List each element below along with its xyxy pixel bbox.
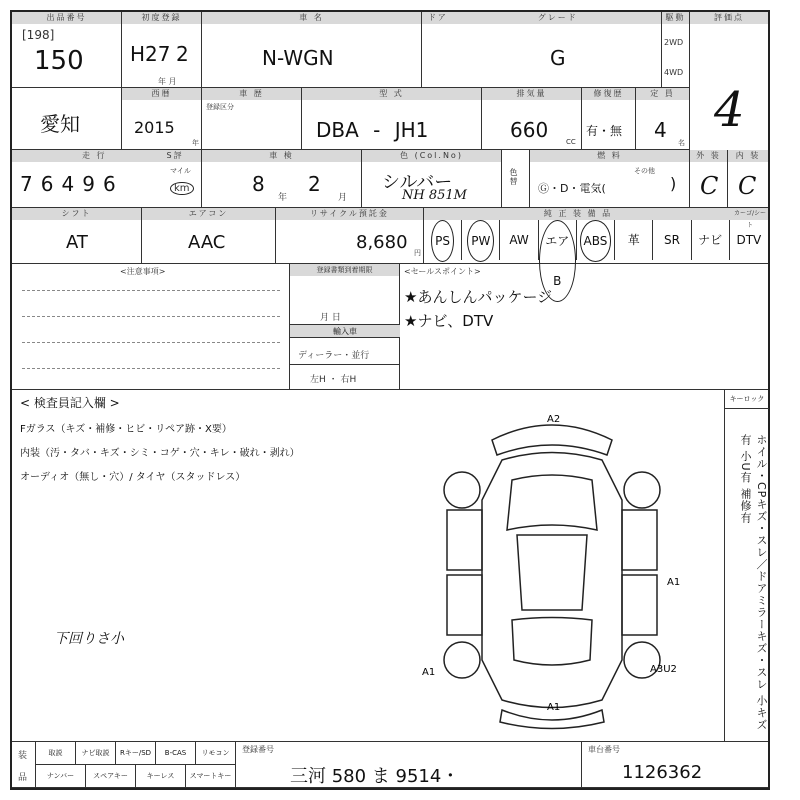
- accessory-item: Rキー/SD: [116, 742, 156, 764]
- keylock-column: [724, 390, 769, 742]
- color-label: 色 (Col.No): [362, 150, 501, 162]
- equipment-item: [577, 220, 615, 260]
- sales-label: <セールスポイント>: [404, 267, 481, 276]
- car-name-label: 車 名: [202, 12, 421, 24]
- items-bottom-row: [36, 765, 236, 788]
- inspect-month: 2: [308, 172, 321, 196]
- equipment-label: PW: [467, 220, 494, 262]
- plate: 三河 580 ま 9514・: [290, 766, 460, 787]
- chassis: 1126362: [622, 762, 703, 783]
- mark-rear: A1: [547, 702, 561, 713]
- first-reg-cell: [122, 12, 202, 88]
- category-top: 装: [18, 751, 28, 761]
- mileage-cell: [12, 150, 202, 208]
- mileage-digit: 6: [102, 172, 116, 196]
- left-rear-door: [447, 575, 482, 635]
- color: シルバー: [382, 172, 453, 193]
- front-bumper: [492, 425, 612, 455]
- right-rear-door: [622, 575, 657, 635]
- auction-sheet: [10, 10, 770, 790]
- recycle-unit: 円: [414, 249, 421, 257]
- year: 2015: [134, 118, 175, 137]
- accessory-item: キーレス: [136, 765, 186, 788]
- reg-year: H27: [130, 42, 171, 66]
- ac-cell: [142, 208, 276, 264]
- car-body-outline: [482, 453, 622, 708]
- handwritten-note: 下回りさ小: [54, 631, 124, 647]
- accessory-item: スペアキー: [86, 765, 136, 788]
- interior-cell: [728, 150, 768, 208]
- accessory-item: ナビ取説: [76, 742, 116, 764]
- left-front-door: [447, 510, 482, 570]
- rear-window: [512, 618, 592, 666]
- fuel-cell: [530, 150, 690, 208]
- equipment-label: SR: [663, 233, 680, 247]
- equipment-item: [539, 220, 577, 288]
- items-top-row: [36, 742, 236, 765]
- history-cell: [202, 88, 302, 150]
- car-diagram: [422, 410, 682, 730]
- mileage-digit: 6: [40, 172, 54, 196]
- equipment-label: DTV: [736, 233, 762, 247]
- mileage-digit: 4: [61, 172, 75, 196]
- equipment-label: エアB: [539, 220, 576, 302]
- color-code: NH 851M: [402, 188, 467, 203]
- deadline-label: 登録書類到着期限: [290, 264, 399, 276]
- caution-line: [22, 290, 280, 291]
- caution-label: <注意事項>: [120, 267, 166, 276]
- recycle-cell: [276, 208, 424, 264]
- handle-options: 左H ・ 右H: [310, 375, 357, 385]
- front-right-wheel: [624, 472, 660, 508]
- equipment-item: [653, 220, 691, 260]
- repair: 有・無: [586, 124, 623, 138]
- score-label: 評価点: [690, 12, 768, 24]
- accessory-item: B-CAS: [156, 742, 196, 764]
- glass-line: Fガラス（キズ・補修・ヒビ・リペア跡・X要）: [20, 424, 232, 435]
- equipment-item: [730, 220, 768, 260]
- capacity-cell: [636, 88, 690, 150]
- color-change-cell: [502, 150, 530, 208]
- equipment-item: [692, 220, 730, 260]
- car-name-cell: [202, 12, 422, 88]
- ac: AAC: [188, 232, 226, 253]
- drive-4wd: 4WD: [664, 68, 684, 77]
- footer-category: [12, 742, 36, 788]
- rear-left-wheel: [444, 642, 480, 678]
- mileage-unit: km: [170, 182, 194, 195]
- mileage-label: 走 行: [82, 151, 107, 160]
- year-label: 西暦: [122, 88, 201, 100]
- recycle-label: リサイクル預託金: [276, 208, 423, 220]
- inspect-year-unit: 年: [278, 193, 288, 203]
- exterior-grade: C: [700, 172, 719, 200]
- mark-right-rear: A3U2: [650, 664, 677, 675]
- reg-month: 2: [176, 42, 189, 66]
- lot-number: 150: [34, 46, 84, 76]
- mark-left-rear: A1: [422, 667, 436, 678]
- month-day: 月 日: [320, 313, 341, 323]
- model-label: 型 式: [302, 88, 481, 100]
- equipment-label: PS: [431, 220, 454, 262]
- cc-unit: CC: [566, 138, 576, 146]
- car-name: N-WGN: [262, 46, 334, 70]
- capacity-label: 定 員: [636, 88, 689, 100]
- roof: [517, 535, 587, 610]
- exterior-cell: [690, 150, 728, 208]
- accessory-item: リモコン: [196, 742, 236, 764]
- shift-label: シフト: [12, 208, 141, 220]
- color-cell: [362, 150, 502, 208]
- caution-line: [22, 368, 280, 369]
- footer-items: [36, 742, 236, 788]
- first-reg-label: 初度登録: [122, 12, 201, 24]
- reg-units: 年 月: [158, 77, 177, 86]
- equipment-label: ABS: [580, 220, 612, 262]
- capacity-unit: 名: [678, 139, 685, 147]
- lot-cell: [12, 12, 122, 88]
- caution-line: [22, 316, 280, 317]
- recycle: 8,680: [356, 232, 408, 253]
- equipment-label: 純 正 装 備 品: [424, 208, 732, 220]
- accessory-item: スマートキー: [186, 765, 236, 788]
- lot-small: [198]: [22, 28, 55, 42]
- model: DBA - JH1: [316, 118, 429, 142]
- model-cell: [302, 88, 482, 150]
- deadline-cell: [290, 264, 400, 390]
- sales-cell: [400, 264, 768, 390]
- equipment-item: [615, 220, 653, 260]
- accessory-item: 取説: [36, 742, 76, 764]
- cc-label: 排気量: [482, 88, 581, 100]
- interior-grade: C: [738, 172, 757, 200]
- keylock-label: キーロック: [725, 390, 769, 409]
- mark-front: A2: [547, 414, 561, 425]
- equipment-label: 革: [627, 233, 640, 247]
- grade-label: グレード: [537, 13, 578, 22]
- exterior-label: 外 装: [690, 150, 727, 162]
- inspector-section: [12, 390, 768, 742]
- caution-line: [22, 342, 280, 343]
- fuel-label: 燃 料: [530, 150, 689, 162]
- caution-cell: [12, 264, 290, 390]
- import-label: 輸入車: [290, 324, 400, 338]
- grade-cell: [422, 12, 662, 88]
- category-bottom: 品: [18, 773, 28, 783]
- lot-label: 出品番号: [12, 12, 121, 24]
- cargo-label: カーゴ/シート: [733, 210, 767, 229]
- fuel-other-label: その他: [634, 167, 655, 175]
- inspect-month-unit: 月: [338, 193, 348, 203]
- cc: 660: [510, 118, 549, 142]
- shift-cell: [12, 208, 142, 264]
- equipment-item: [424, 220, 462, 260]
- repair-cell: [582, 88, 636, 150]
- sales-point: ★ナビ、DTV: [404, 312, 494, 330]
- accessory-item: ナンバー: [36, 765, 86, 788]
- drive-2wd: 2WD: [664, 38, 684, 47]
- equipment-item: [500, 220, 538, 260]
- score-value: 4: [714, 82, 745, 138]
- mileage-digit: 9: [82, 172, 95, 196]
- equipment-label: AW: [509, 233, 529, 247]
- region: 愛知: [40, 112, 80, 136]
- inspect-year: 8: [252, 172, 265, 196]
- door-label: ドア: [428, 13, 448, 22]
- mark-right-door: A1: [667, 577, 681, 588]
- ac-label: エアコン: [142, 208, 275, 220]
- year-unit: 年: [192, 139, 199, 147]
- shift: AT: [66, 232, 88, 253]
- inspection-cell: [202, 150, 362, 208]
- inspector-title: < 検査員記入欄 >: [20, 396, 120, 410]
- repair-label: 修復歴: [582, 88, 635, 100]
- plate-cell: [236, 742, 582, 788]
- fuel-close: ): [670, 174, 677, 193]
- cc-cell: [482, 88, 582, 150]
- chassis-label: 車台番号: [588, 745, 620, 754]
- plate-label: 登録番号: [242, 745, 274, 754]
- import-options: ディーラー・並行: [298, 351, 370, 361]
- right-front-door: [622, 510, 657, 570]
- front-left-wheel: [444, 472, 480, 508]
- history-label: 車 歴: [202, 88, 301, 100]
- interior-line: 内装（汚・タバ・キズ・シミ・コゲ・穴・キレ・破れ・剥れ）: [20, 448, 300, 459]
- interior-label: 内 装: [728, 150, 768, 162]
- history-note: 登録区分: [206, 103, 234, 111]
- region-cell: [12, 88, 122, 150]
- side-notes: ホイル・CPキズ・スレ／ドアミラーキズ・スレ 小キズ有 小U有 補修有: [739, 434, 768, 731]
- fuel-options: Ⓖ・D・電気(: [538, 182, 606, 195]
- mileage-digits: [20, 172, 116, 196]
- inspection-label: 車 検: [202, 150, 361, 162]
- equipment-label: ナビ: [698, 233, 723, 247]
- mileage-digit: 7: [20, 172, 33, 196]
- audio-line: オーディオ（無し・穴）/ タイヤ（スタッドレス）: [20, 472, 246, 483]
- equipment-item: [462, 220, 500, 260]
- drive-cell: [662, 12, 690, 88]
- sp-label: S評: [166, 151, 184, 160]
- capacity: 4: [654, 118, 667, 142]
- windshield: [507, 475, 597, 530]
- sales-point: ★あんしんパッケージ: [404, 288, 553, 306]
- mileage-unit-alt: マイル: [170, 167, 191, 175]
- grade-value: G: [550, 46, 566, 70]
- chassis-cell: [582, 742, 768, 788]
- year-cell: [122, 88, 202, 150]
- drive-label: 駆動: [662, 12, 689, 24]
- color-change-label: 色替: [509, 168, 518, 186]
